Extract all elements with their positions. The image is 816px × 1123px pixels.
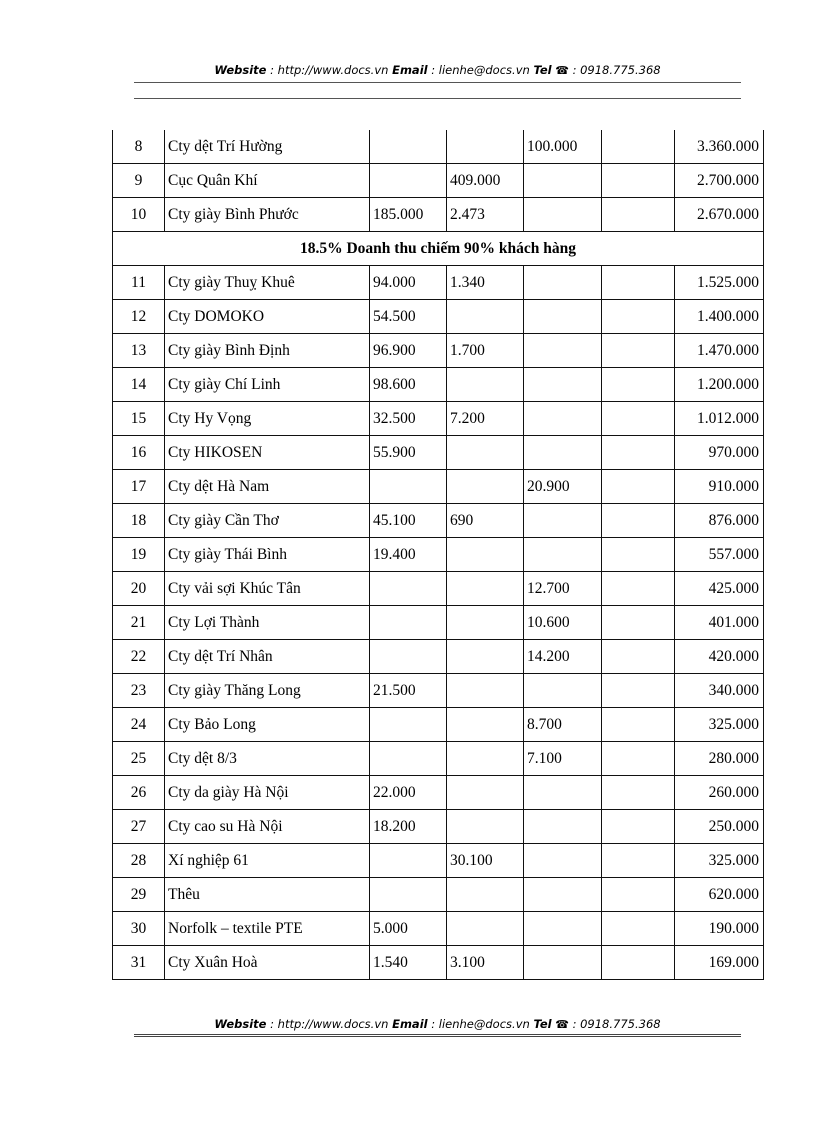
row-number: 29 [113,878,165,912]
value-col-4 [602,164,675,198]
company-name: Cty giày Thuỵ Khuê [165,266,370,300]
total-revenue: 325.000 [675,708,764,742]
value-col-3 [524,164,602,198]
value-col-4 [602,640,675,674]
row-number: 17 [113,470,165,504]
value-col-1 [370,708,447,742]
value-col-4 [602,674,675,708]
table-row [113,810,764,844]
value-col-2: 30.100 [447,844,524,878]
value-col-3 [524,436,602,470]
value-col-2: 409.000 [447,164,524,198]
value-col-1 [370,606,447,640]
value-col-2: 1.700 [447,334,524,368]
total-revenue: 910.000 [675,470,764,504]
table-row [113,504,764,538]
value-col-3: 100.000 [524,130,602,164]
value-col-1: 32.500 [370,402,447,436]
table-section [113,232,764,266]
value-col-1: 18.200 [370,810,447,844]
value-col-4 [602,708,675,742]
value-col-1: 1.540 [370,946,447,980]
value-col-3 [524,266,602,300]
row-number: 20 [113,572,165,606]
footer-rule [134,1034,741,1037]
value-col-4 [602,504,675,538]
company-name: Xí nghiệp 61 [165,844,370,878]
table-row [113,198,764,232]
table-row [113,130,764,164]
value-col-1 [370,164,447,198]
row-number: 30 [113,912,165,946]
value-col-1: 19.400 [370,538,447,572]
value-col-1: 185.000 [370,198,447,232]
value-col-1: 55.900 [370,436,447,470]
row-number: 13 [113,334,165,368]
company-name: Thêu [165,878,370,912]
row-number: 27 [113,810,165,844]
table-row [113,164,764,198]
table-body-bottom [113,266,764,980]
value-col-1 [370,844,447,878]
value-col-4 [602,912,675,946]
total-revenue: 250.000 [675,810,764,844]
value-col-4 [602,606,675,640]
company-name: Cty vải sợi Khúc Tân [165,572,370,606]
total-revenue: 1.470.000 [675,334,764,368]
row-number: 19 [113,538,165,572]
value-col-2 [447,776,524,810]
table-row [113,776,764,810]
value-col-3 [524,878,602,912]
header-tel-value: 0918.775.368 [580,63,661,77]
value-col-2 [447,810,524,844]
value-col-4 [602,878,675,912]
footer-email-sep: : [427,1017,439,1031]
value-col-4 [602,266,675,300]
row-number: 12 [113,300,165,334]
total-revenue: 3.360.000 [675,130,764,164]
total-revenue: 876.000 [675,504,764,538]
company-name: Cty Lợi Thành [165,606,370,640]
total-revenue: 1.200.000 [675,368,764,402]
value-col-4 [602,946,675,980]
value-col-1: 5.000 [370,912,447,946]
table-row [113,266,764,300]
footer-website-link[interactable]: http://www.docs.vn [277,1017,389,1031]
header-website-sep: : [266,63,278,77]
value-col-3 [524,300,602,334]
value-col-3 [524,504,602,538]
row-number: 31 [113,946,165,980]
value-col-4 [602,776,675,810]
footer-tel-sep: : [568,1017,581,1031]
table-row [113,436,764,470]
telephone-icon: ☎ [555,1018,569,1031]
value-col-3: 14.200 [524,640,602,674]
value-col-1 [370,640,447,674]
value-col-2 [447,436,524,470]
value-col-4 [602,198,675,232]
table-row [113,300,764,334]
value-col-2 [447,368,524,402]
value-col-3: 12.700 [524,572,602,606]
company-name: Cục Quân Khí [165,164,370,198]
value-col-1: 45.100 [370,504,447,538]
value-col-2 [447,470,524,504]
value-col-4 [602,742,675,776]
table-row [113,640,764,674]
value-col-3: 8.700 [524,708,602,742]
value-col-2: 3.100 [447,946,524,980]
row-number: 18 [113,504,165,538]
total-revenue: 2.700.000 [675,164,764,198]
row-number: 8 [113,130,165,164]
total-revenue: 620.000 [675,878,764,912]
row-number: 22 [113,640,165,674]
table-row [113,742,764,776]
table-row [113,368,764,402]
value-col-3: 20.900 [524,470,602,504]
table-row [113,708,764,742]
row-number: 14 [113,368,165,402]
value-col-2 [447,300,524,334]
row-number: 15 [113,402,165,436]
table-row [113,674,764,708]
value-col-3 [524,538,602,572]
value-col-2 [447,912,524,946]
value-col-3 [524,402,602,436]
value-col-4 [602,402,675,436]
value-col-1: 22.000 [370,776,447,810]
value-col-2 [447,674,524,708]
company-name: Cty giày Chí Linh [165,368,370,402]
table-row [113,572,764,606]
header-website-label: Website [214,63,267,77]
footer-website-label: Website [214,1017,267,1031]
value-col-2 [447,538,524,572]
value-col-1: 98.600 [370,368,447,402]
value-col-3 [524,912,602,946]
footer-email-link[interactable]: lienhe@docs.vn [438,1017,530,1031]
total-revenue: 425.000 [675,572,764,606]
footer-email-label: Email [392,1017,428,1031]
value-col-4 [602,844,675,878]
company-name: Cty cao su Hà Nội [165,810,370,844]
customer-revenue-table [112,130,764,980]
company-name: Cty giày Thăng Long [165,674,370,708]
value-col-2: 690 [447,504,524,538]
value-col-2 [447,572,524,606]
footer-website-sep: : [266,1017,278,1031]
company-name: Cty dệt Hà Nam [165,470,370,504]
table-row [113,538,764,572]
total-revenue: 190.000 [675,912,764,946]
value-col-4 [602,334,675,368]
value-col-3: 10.600 [524,606,602,640]
total-revenue: 260.000 [675,776,764,810]
row-number: 25 [113,742,165,776]
value-col-1: 54.500 [370,300,447,334]
row-number: 28 [113,844,165,878]
value-col-4 [602,470,675,504]
value-col-3 [524,674,602,708]
footer-tel-label: Tel [533,1017,552,1031]
total-revenue: 1.012.000 [675,402,764,436]
table-row [113,402,764,436]
company-name: Cty Bảo Long [165,708,370,742]
value-col-3 [524,946,602,980]
value-col-3 [524,776,602,810]
telephone-icon: ☎ [555,64,569,77]
value-col-2 [447,878,524,912]
table-row [113,946,764,980]
row-number: 16 [113,436,165,470]
header-tel-sep: : [568,63,581,77]
row-number: 24 [113,708,165,742]
row-number: 21 [113,606,165,640]
value-col-4 [602,572,675,606]
company-name: Norfolk – textile PTE [165,912,370,946]
value-col-4 [602,300,675,334]
row-number: 26 [113,776,165,810]
section-row [113,232,764,266]
value-col-3: 7.100 [524,742,602,776]
row-number: 9 [113,164,165,198]
footer-tel-value: 0918.775.368 [580,1017,661,1031]
table-row [113,912,764,946]
company-name: Cty giày Thái Bình [165,538,370,572]
company-name: Cty giày Cần Thơ [165,504,370,538]
row-number: 23 [113,674,165,708]
company-name: Cty dệt Trí Hường [165,130,370,164]
value-col-1: 21.500 [370,674,447,708]
company-name: Cty Xuân Hoà [165,946,370,980]
total-revenue: 325.000 [675,844,764,878]
value-col-1: 96.900 [370,334,447,368]
total-revenue: 1.400.000 [675,300,764,334]
row-number: 11 [113,266,165,300]
value-col-1 [370,878,447,912]
value-col-4 [602,130,675,164]
table-row [113,844,764,878]
value-col-1 [370,572,447,606]
table-row [113,878,764,912]
table-row [113,470,764,504]
company-name: Cty HIKOSEN [165,436,370,470]
value-col-2 [447,130,524,164]
total-revenue: 557.000 [675,538,764,572]
value-col-3 [524,198,602,232]
value-col-1 [370,742,447,776]
value-col-2: 1.340 [447,266,524,300]
total-revenue: 1.525.000 [675,266,764,300]
page-footer [134,1017,741,1031]
value-col-2: 7.200 [447,402,524,436]
value-col-2 [447,708,524,742]
header-email-label: Email [392,63,428,77]
value-col-2 [447,742,524,776]
company-name: Cty Hy Vọng [165,402,370,436]
section-title: 18.5% Doanh thu chiếm 90% khách hàng [113,232,764,266]
value-col-1 [370,470,447,504]
header-email-sep: : [427,63,439,77]
total-revenue: 169.000 [675,946,764,980]
value-col-4 [602,810,675,844]
value-col-2 [447,640,524,674]
company-name: Cty DOMOKO [165,300,370,334]
header-rule-thin [134,82,741,83]
total-revenue: 2.670.000 [675,198,764,232]
header-email-link[interactable]: lienhe@docs.vn [438,63,530,77]
total-revenue: 280.000 [675,742,764,776]
value-col-3 [524,368,602,402]
company-name: Cty dệt 8/3 [165,742,370,776]
value-col-3 [524,844,602,878]
company-name: Cty giày Bình Định [165,334,370,368]
value-col-4 [602,436,675,470]
header-website-link[interactable]: http://www.docs.vn [277,63,389,77]
table-row [113,334,764,368]
value-col-3 [524,810,602,844]
value-col-2 [447,606,524,640]
value-col-1 [370,130,447,164]
total-revenue: 420.000 [675,640,764,674]
value-col-3 [524,334,602,368]
total-revenue: 340.000 [675,674,764,708]
value-col-4 [602,538,675,572]
table-body-top [113,130,764,232]
page-header [134,63,741,77]
value-col-1: 94.000 [370,266,447,300]
header-rule [134,98,741,99]
table-row [113,606,764,640]
total-revenue: 401.000 [675,606,764,640]
value-col-2: 2.473 [447,198,524,232]
company-name: Cty giày Bình Phước [165,198,370,232]
value-col-4 [602,368,675,402]
header-tel-label: Tel [533,63,552,77]
company-name: Cty da giày Hà Nội [165,776,370,810]
total-revenue: 970.000 [675,436,764,470]
row-number: 10 [113,198,165,232]
company-name: Cty dệt Trí Nhân [165,640,370,674]
